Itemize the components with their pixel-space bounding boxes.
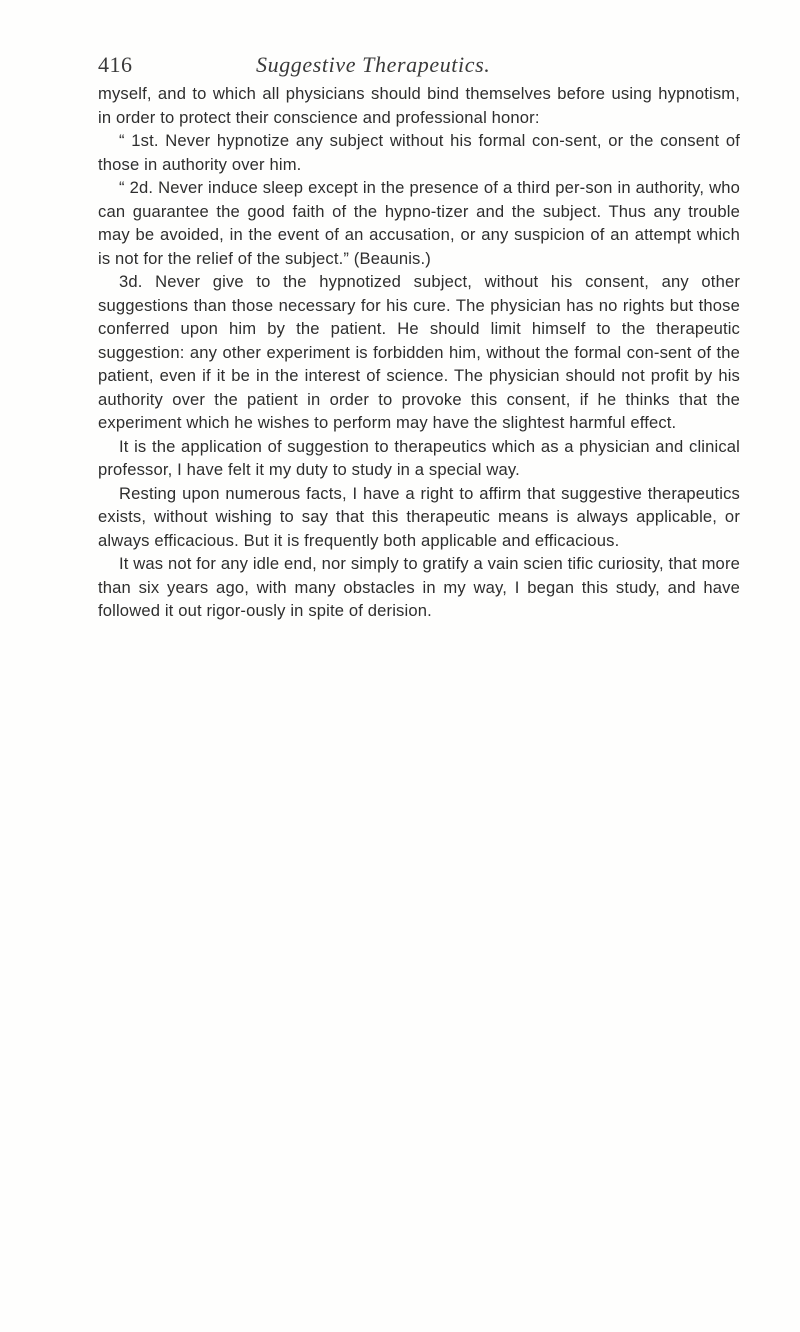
page-header bbox=[98, 52, 738, 82]
running-title: Suggestive Therapeutics. bbox=[256, 52, 491, 77]
paragraph-resting: Resting upon numerous facts, I have a right to affirm that suggestive therapeutics exists, without wishing to say that this therapeutic means is always applicable, or always efficacious. But it is frequently both applicable and efficacious. bbox=[98, 483, 740, 550]
paragraph-rule-second: “ 2d. Never induce sleep except in the presence of a third per-son in authority, who can guarantee the good faith of the hypno-tizer and the subject. Thus any trouble may be avoided, in the event of an accusation, or any suspicion of an attempt which is not for the relief of the subject.” (Beaunis.) bbox=[98, 178, 740, 268]
paragraph-application: It is the application of suggestion to therapeutics which as a physician and clinical professor, I have felt it my duty to study in a special way. bbox=[98, 436, 740, 479]
paragraph-continuation: myself, and to which all physicians should bind themselves before using hypnotism, in order to protect their conscience and professional honor: bbox=[98, 84, 740, 127]
page-number: 416 bbox=[98, 52, 133, 77]
paragraph-rule-third: 3d. Never give to the hypnotized subject, without his consent, any other suggestions than those necessary for his cure. The physician has no rights but those conferred upon him by the patient. He should limit himself to the therapeutic suggestion: any other experiment is forbidden him, without the formal con-sent of the patient, even if it be in the interest of science. The physician should not profit by his authority over the patient in order to provoke this consent, if he thinks that the experiment which he wishes to perform may have the slightest harmful effect. bbox=[98, 272, 740, 432]
paragraph-rule-first: “ 1st. Never hypnotize any subject without his formal con-sent, or the consent of those in authority over him. bbox=[98, 131, 740, 174]
body-text bbox=[98, 82, 740, 623]
paragraph-motivation: It was not for any idle end, nor simply to gratify a vain scien tific curiosity, that more than six years ago, with many obstacles in my way, I began this study, and have followed it out rigor-ously in spite of derision. bbox=[98, 554, 740, 620]
